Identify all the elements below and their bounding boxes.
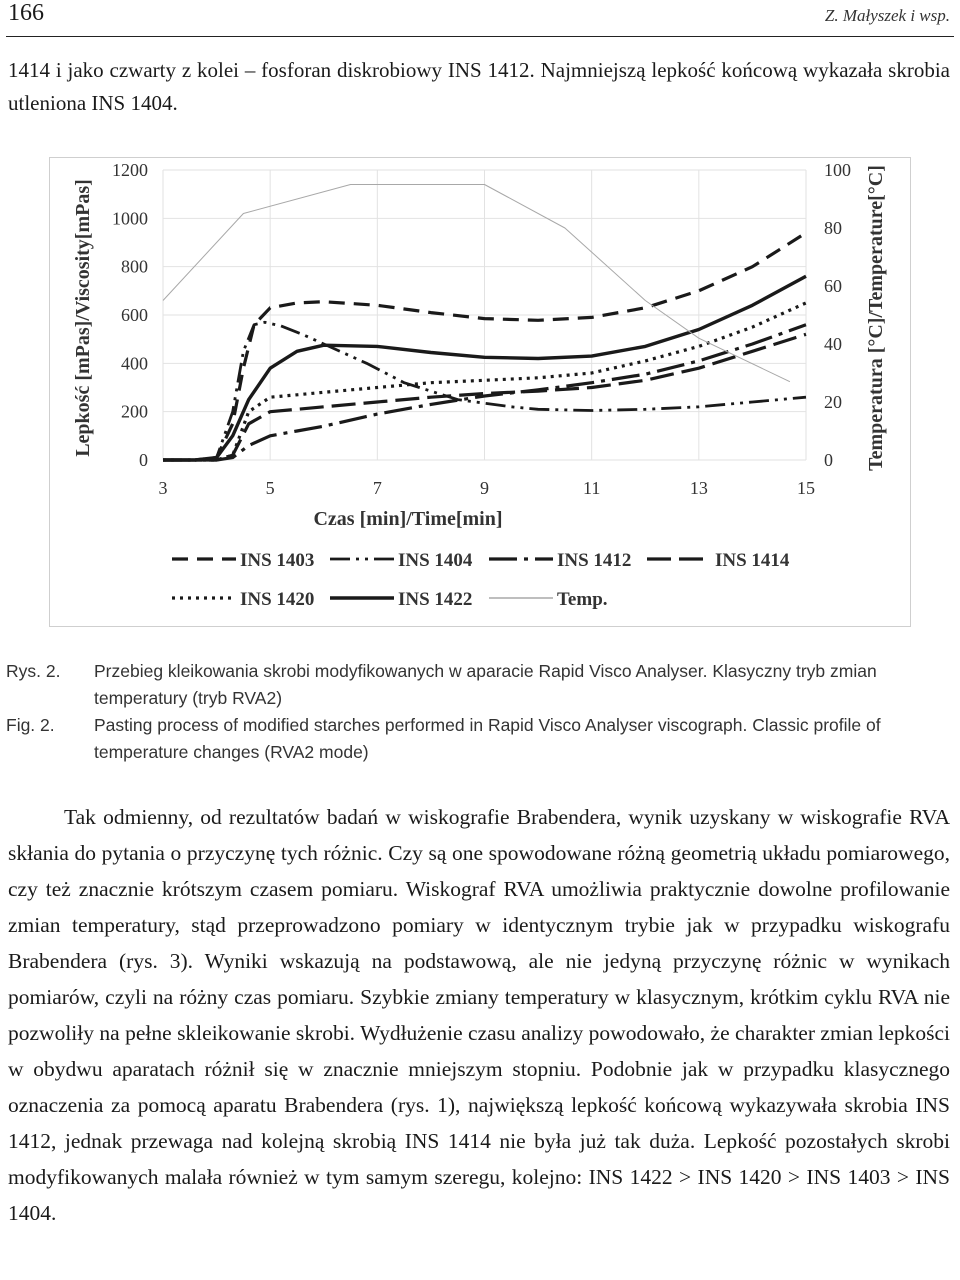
y-tick-label: 0: [139, 450, 148, 470]
legend-label: INS 1412: [557, 550, 632, 571]
y2-axis-label: Temperatura [°C]/Temperature[°C]: [865, 165, 887, 471]
y2-tick-label: 60: [824, 276, 842, 296]
x-tick-label: 7: [372, 478, 382, 498]
legend-label: INS 1422: [398, 589, 473, 610]
caption-en-text: Pasting process of modified starches performed in Rapid Visco Analyser viscograph. Classic profile of temperature changes (RVA2 mode): [94, 715, 881, 762]
page-header: [0, 0, 960, 40]
figure-caption: [6, 658, 956, 766]
caption-pl-label: Rys. 2.: [6, 661, 61, 681]
intro-paragraph: [8, 54, 950, 120]
legend-label: Temp.: [557, 589, 608, 610]
series-line-temp: [163, 185, 790, 382]
body-paragraph: [8, 799, 950, 1231]
y-tick-label: 600: [121, 305, 148, 325]
y2-tick-label: 20: [824, 392, 842, 412]
y2-tick-label: 100: [824, 160, 851, 180]
legend-label: INS 1414: [715, 550, 790, 571]
y-tick-label: 1200: [112, 160, 148, 180]
y-tick-label: 400: [121, 353, 148, 374]
x-tick-label: 11: [582, 478, 601, 498]
x-tick-label: 3: [158, 478, 168, 498]
page-number: 166: [8, 0, 44, 26]
running-authors: Z. Małyszek i wsp.: [824, 6, 950, 25]
y-tick-label: 1000: [112, 208, 148, 229]
x-tick-label: 9: [480, 478, 489, 498]
intro-text: 1414 i jako czwarty z kolei – fosforan diskrobiowy INS 1412. Najmniejszą lepkość końcową wykazała skrobia utleniona INS 1404.: [8, 58, 950, 115]
y2-tick-label: 40: [824, 334, 842, 354]
header-rule: [6, 36, 954, 37]
figure-frame: [49, 157, 911, 627]
caption-en-label: Fig. 2.: [6, 715, 55, 735]
pasting-chart: [50, 158, 910, 626]
x-tick-label: 15: [797, 478, 815, 498]
x-axis-label: Czas [min]/Time[min]: [313, 508, 503, 530]
legend-label: INS 1404: [398, 550, 473, 571]
caption-pl-row: [6, 658, 956, 712]
x-tick-label: 13: [689, 478, 708, 498]
x-tick-label: 5: [265, 478, 275, 498]
y2-tick-label: 80: [824, 218, 842, 238]
chart-legend: [172, 550, 790, 610]
y-tick-label: 200: [121, 401, 148, 422]
legend-label: INS 1420: [240, 589, 315, 610]
y2-tick-label: 0: [824, 450, 833, 470]
caption-en-row: [6, 712, 956, 766]
legend-label: INS 1403: [240, 550, 315, 571]
y-tick-label: 800: [121, 256, 148, 277]
caption-pl-text: Przebieg kleikowania skrobi modyfikowanych w aparacie Rapid Visco Analyser. Klasyczny tryb zmian temperatury (tryb RVA2): [94, 661, 877, 708]
y-axis-label: Lepkość [mPas]/Viscosity[mPas]: [72, 179, 94, 457]
body-text: Tak odmienny, od rezultatów badań w wiskografie Brabendera, wynik uzyskany w wiskografie RVA skłania do pytania o przyczynę tych różnic. Czy są one spowodowane różną geometrią układu pomiarowego, czy też znacznie krótszym czasem pomiaru. Wiskograf RVA umożliwia praktycznie dowolne profilowanie zmian temperatury, stąd przeprowadzono pomiary w identycznym trybie jak w przypadku wiskografu Brabendera (rys. 3). Wyniki wskazują na podstawową, ale nie jedyną przyczynę różnic w wynikach pomiarów, czyli na różny czas pomiaru. Szybkie zmiany temperatury w klasycznym, krótkim cyklu RVA nie pozwoliły na pełne skleikowanie skrobi. Wydłużenie czasu analizy powodowało, że charakter zmian lepkości w obydwu aparatach różnił się w znacznie mniejszym stopniu. Podobnie jak w przypadku klasycznego oznaczenia za pomocą aparatu Brabendera (rys. 1), największą lepkość końcową wykazywała skrobia INS 1412, jednak przewaga nad kolejną skrobią INS 1414 nie była już tak duża. Lepkość pozostałych skrobi modyfikowanych malała również w tym samym szeregu, kolejno: INS 1422 > INS 1420 > INS 1403 > INS 1404.: [8, 805, 950, 1225]
